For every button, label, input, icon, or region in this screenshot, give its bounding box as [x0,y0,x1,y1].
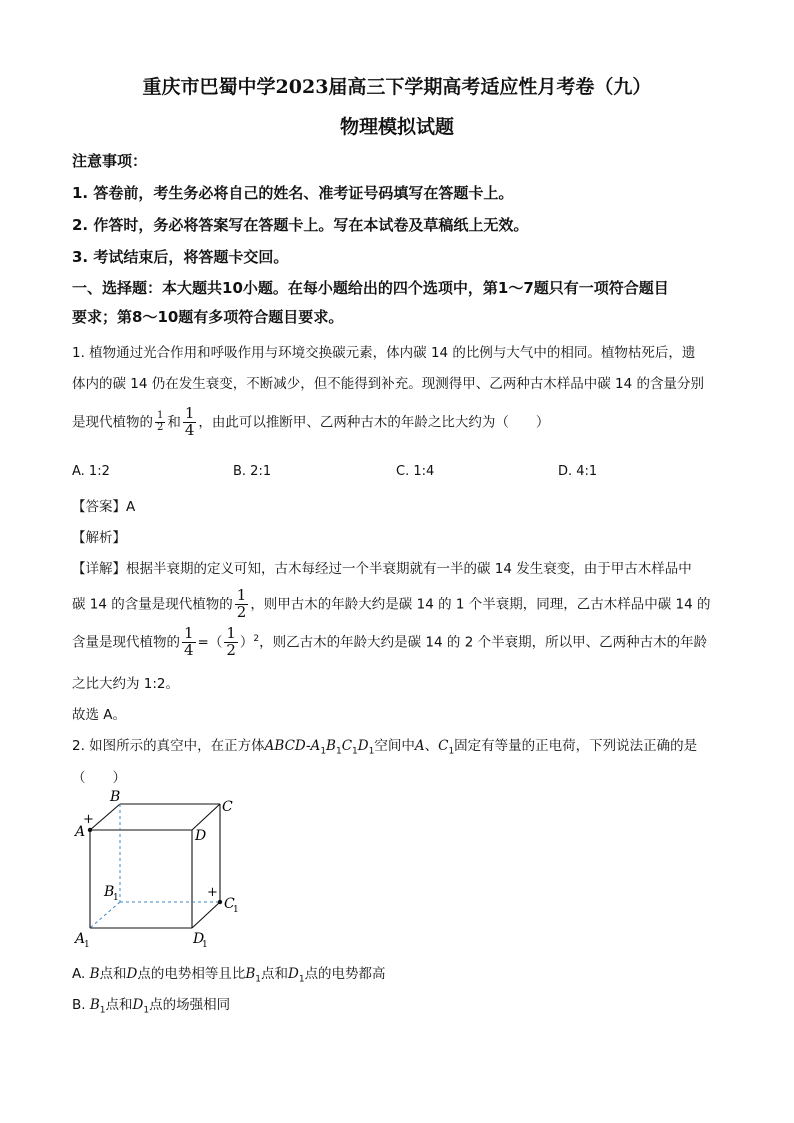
fraction-quarter-detail: $\frac{1}{4}$ [184,624,194,659]
q1-option-a: A. 1:2 [72,464,110,479]
edge-cd [192,804,220,830]
notice-item-1: 1. 答卷前，考生务必将自己的姓名、准考证号码填写在答题卡上。 [72,184,514,202]
fraction-half: $\frac{1}{2}$ [157,410,164,433]
section-heading-line1: 一、选择题：本大题共10小题。在每小题给出的四个选项中，第1～7题只有一项符合题目 [72,279,669,297]
q1-analysis: 【解析】 [72,530,126,546]
q1-conclusion: 故选 A。 [72,707,127,723]
fraction-half-detail: $\frac{1}{2}$ [236,586,247,621]
label-a: A [75,824,86,840]
page-title: 重庆市巴蜀中学2023届高三下学期高考适应性月考卷（九） [142,76,652,98]
q1-option-c: C. 1:4 [396,464,435,479]
q2-option-a: A. B点和D点的电势相等且比$B_1$点和$D_1$点的电势都高 [72,966,386,985]
svg-text:1: 1 [202,940,208,950]
notice-heading: 注意事项： [72,152,148,170]
page-subtitle: 物理模拟试题 [339,116,454,138]
q2-option-b: B. $B_1$点和$D_1$点的场强相同 [72,997,231,1016]
notice-item-3: 3. 考试结束后，将答题卡交回。 [72,248,289,266]
charge-c1-dot [218,900,222,904]
fraction-half-power: $\frac{1}{2}$ [226,624,236,659]
section-heading-line2: 要求；第8～10题有多项符合题目要求。 [72,308,344,326]
notice-item-2: 2. 作答时，务必将答案写在答题卡上。写在本试卷及草稿纸上无效。 [72,216,529,234]
q1-option-d: D. 4:1 [558,464,598,479]
label-c1: C [224,896,235,912]
q1-stem-line1: 1. 植物通过光合作用和呼吸作用与环境交换碳元素，体内碳 14 的比例与大气中的相同。植物枯死后，遗 [72,345,696,361]
q1-stem-line2: 体内的碳 14 仍在发生衰变，不断减少，但不能得到补充。现测得甲、乙两种古木样品中碳 14 的含量分别 [72,376,705,392]
edge-ab [90,804,120,830]
charge-c1-plus: + [207,885,218,900]
svg-text:1: 1 [233,905,239,915]
q1-answer: 【答案】A [72,499,136,515]
q2-stem-line1: 2. 如图所示的真空中，在正方体ABCD-$A_1B_1C_1D_1$空间中A、$C_1$固定有等量的正电荷，下列说法正确的是 [72,738,698,757]
q1-detail-line1: 【详解】根据半衰期的定义可知，古木每经过一个半衰期就有一半的碳 14 发生衰变，由于甲古木样品中 [72,561,692,577]
charge-a-plus: + [83,812,94,827]
svg-text:1: 1 [84,940,90,950]
q1-detail-line4: 之比大约为 1:2。 [72,676,180,692]
label-a1: A [75,931,86,947]
cube-diagram [70,790,250,950]
q2-stem-line2: （ ） [72,770,126,786]
label-d1: D [193,931,205,947]
edge-d1c1 [192,902,220,928]
fraction-quarter: $\frac{1}{4}$ [184,404,195,439]
label-b1: B [104,884,115,900]
label-c: C [222,799,233,815]
q1-detail-line3: 含量是现代植物的 $\frac{1}{4}$ =（ $\frac{1}{2}$ ）$^2$，则乙古木的年龄大约是碳 14 的 2 个半衰期，所以甲、乙两种古木的年龄 [72,624,708,659]
label-d: D [195,828,207,844]
q1-option-b: B. 2:1 [233,464,272,479]
q1-detail-line2: 碳 14 的含量是现代植物的 $\frac{1}{2}$ ，则甲古木的年龄大约是碳 14 的 1 个半衰期，同理，乙古木样品中碳 14 的 [72,586,711,621]
charge-a-dot [88,828,92,832]
q1-stem-line3: 是现代植物的 $\frac{1}{2}$ 和 $\frac{1}{4}$ ，由此可以推断甲、乙两种古木的年龄之比大约为（ ） [72,404,550,439]
edge-a1b1-hidden [90,902,120,928]
svg-text:1: 1 [113,893,119,903]
label-b: B [110,790,121,805]
